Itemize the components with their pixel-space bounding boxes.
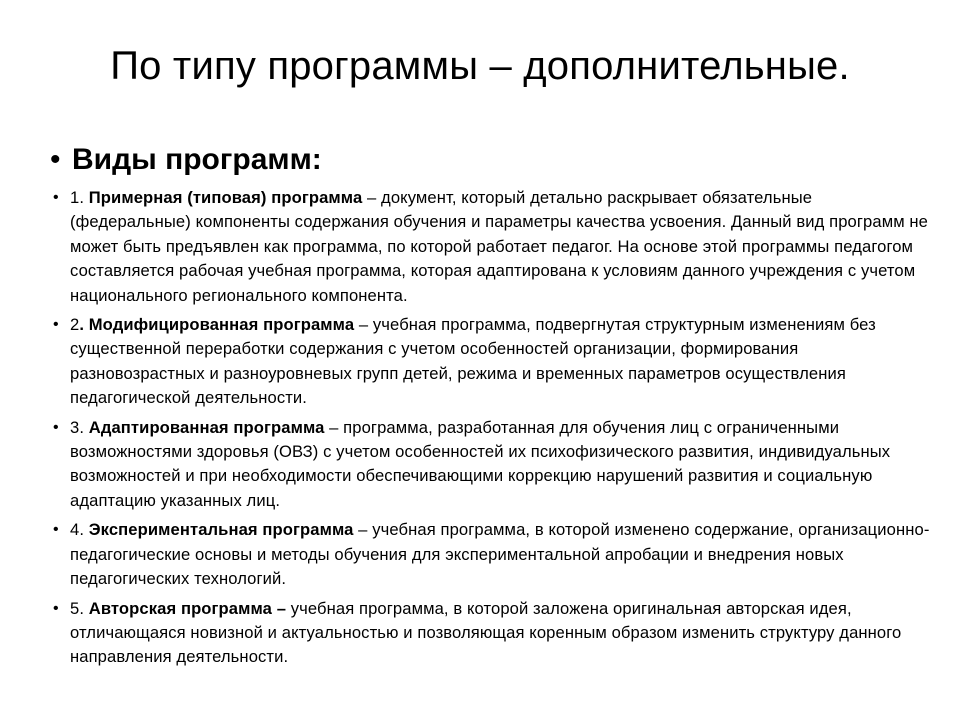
item-number: 1.: [70, 188, 89, 207]
list-item: [50, 313, 930, 411]
item-term: Адаптированная программа: [88, 417, 325, 437]
list-item: [50, 186, 930, 308]
bullet-icon: •: [53, 316, 59, 334]
section-heading: [50, 138, 930, 182]
item-text: – документ, который детально раскрывает обязательные (федеральные) компоненты содержания обучения и параметры качества усвоения. Данный вид программ не может быть предъявлен как программа, по которой работает педагог. На основе этой программы педагогом составляется рабочая учебная программа, которая адаптирована к условиям данного учреждения с учетом национального регионального компонента.: [70, 188, 929, 305]
slide-content: [50, 138, 930, 675]
item-term: . Модифицированная программа: [79, 315, 355, 335]
bullet-icon: •: [53, 521, 59, 539]
item-text: – учебная программа, в которой изменено содержание, организационно-педагогические основы и методы обучения для экспериментальной апробации и внедрения новых педагогических технологий.: [70, 520, 930, 589]
list-item: [50, 416, 930, 514]
item-term: Экспериментальная программа: [88, 520, 354, 540]
item-number: 5.: [70, 598, 89, 618]
list-item: [50, 597, 930, 670]
section-heading-text: Виды программ:: [72, 143, 322, 176]
item-text: учебная программа, в которой заложена оригинальная авторская идея, отличающаяся новизной и актуальностью и позволяющая коренным образом изменить структуру данного направления деятельности.: [70, 598, 902, 667]
bullet-icon: •: [53, 189, 59, 206]
bullet-icon: •: [53, 599, 59, 617]
item-number: 4.: [70, 520, 89, 540]
item-number: 2: [70, 315, 80, 335]
list-item: [50, 518, 930, 591]
item-term: Авторская программа –: [88, 598, 287, 618]
item-text: – программа, разработанная для обучения лиц с ограниченными возможностями здоровья (ОВЗ) с учетом особенностей их психофизического развития, индивидуальных возможностей и при необходимости обеспечивающими коррекцию нарушений развития и социальную адаптацию указанных лиц.: [70, 417, 891, 510]
item-number: 3.: [70, 417, 89, 437]
item-text: – учебная программа, подвергнутая структурным изменениям без существенной переработки содержания с учетом особенностей организации, формирования разновозрастных и разноуровневых групп детей, режима и временных параметров осуществления педагогической деятельности.: [70, 315, 876, 408]
bullet-icon: •: [50, 143, 61, 176]
item-term: Примерная (типовая) программа: [88, 188, 363, 207]
bullet-icon: •: [53, 418, 59, 436]
slide-title: По типу программы – дополнительные.: [110, 44, 850, 88]
